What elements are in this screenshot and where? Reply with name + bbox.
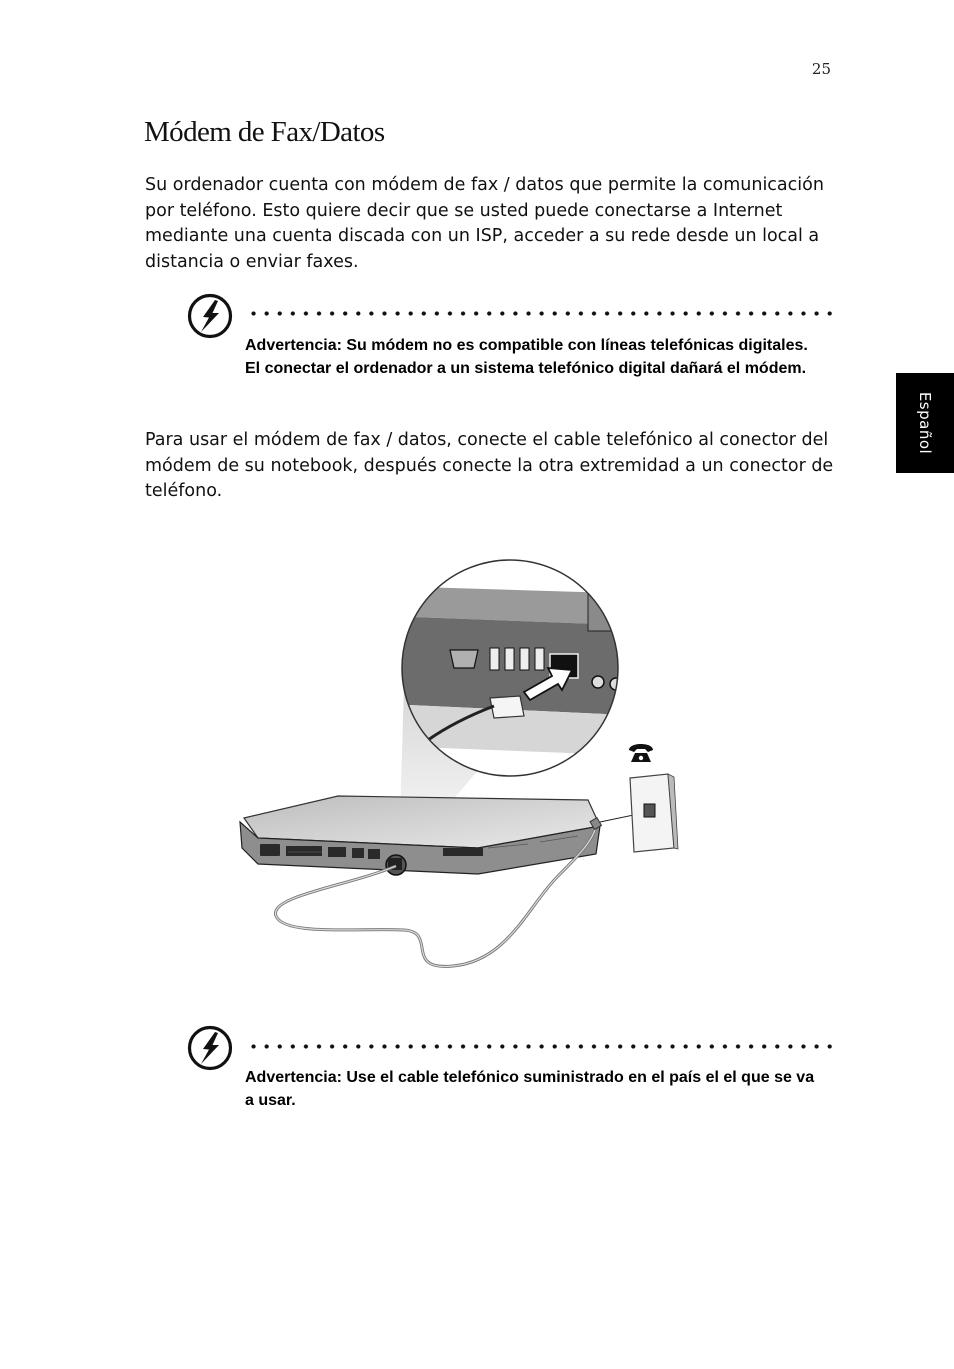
warning-divider — [247, 311, 832, 316]
modem-connection-illustration — [228, 556, 698, 980]
intro-paragraph: Su ordenador cuenta con módem de fax / datos que permite la comunicación por teléfono. Esto quiere decir que se usted puede conectarse a Internet mediante una cuenta discada con un ISP, acceder a su rede desde un local a distancia o enviar faxes. — [145, 175, 824, 273]
page-number: 25 — [811, 60, 831, 78]
warning-text: Advertencia: Use el cable telefónico suministrado en el país el el que se va a usar. — [245, 1069, 815, 1109]
lightning-warning-icon — [186, 1024, 234, 1072]
language-tab-label: Español — [916, 391, 935, 455]
telephone-icon — [629, 744, 653, 762]
warning-divider — [247, 1044, 832, 1049]
lightning-warning-icon — [186, 292, 234, 340]
instructions-paragraph: Para usar el módem de fax / datos, conecte el cable telefónico al conector del módem de su notebook, después conecte la otra extremidad a un conector de teléfono. — [145, 430, 834, 502]
phone-wall-jack — [630, 774, 678, 852]
language-tab — [896, 373, 954, 473]
section-title: Módem de Fax/Datos — [144, 116, 385, 148]
warning-text: Advertencia: Su módem no es compatible con líneas telefónicas digitales. El conectar el ordenador a un sistema telefónico digital dañará el módem. — [245, 337, 808, 377]
